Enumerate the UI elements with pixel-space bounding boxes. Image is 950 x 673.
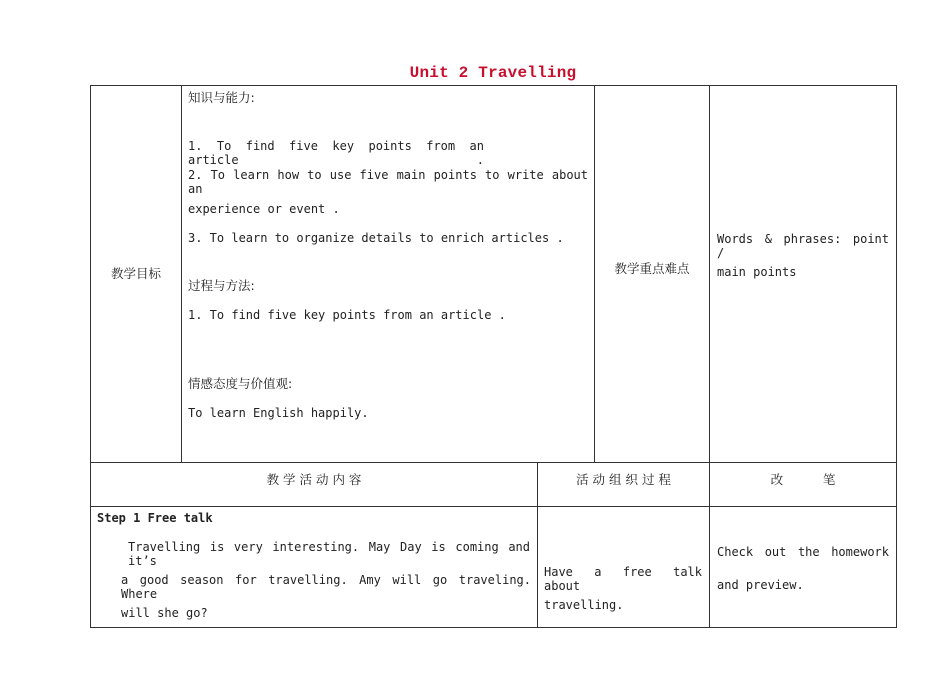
step-1-note-line-1: Check out the homework	[717, 545, 889, 559]
objectives-label: 教学目标	[110, 266, 161, 281]
row-divider	[91, 462, 896, 463]
knowledge-item-3: 3. To learn to organize details to enrich articles .	[188, 231, 564, 245]
step-1-activity-line-2: travelling.	[544, 598, 624, 612]
key-points-line-1: Words & phrases: point /	[717, 232, 889, 260]
key-points-line-2: main points	[717, 265, 797, 279]
column-divider	[709, 86, 710, 627]
step-1-activity-line-1: Have a free talk about	[544, 565, 702, 593]
header-organization: 活 动 组 织 过 程	[576, 472, 671, 487]
knowledge-item-2-cont: experience or event .	[188, 202, 340, 216]
column-divider	[181, 86, 182, 462]
row-divider	[91, 506, 896, 507]
knowledge-item-1: 1. To find five key points from an article .	[188, 139, 484, 167]
emotion-item-1: To learn English happily.	[188, 406, 369, 420]
lesson-plan-table	[90, 85, 897, 628]
step-1-title: Step 1 Free talk	[97, 511, 213, 525]
knowledge-item-2: 2. To learn how to use five main points to write about an	[188, 168, 588, 196]
step-1-line-3: will she go?	[121, 606, 208, 620]
step-1-note-line-2: and preview.	[717, 578, 804, 592]
process-item-1: 1. To find five key points from an article .	[188, 308, 506, 322]
header-revision: 改 笔	[770, 472, 836, 487]
document-title: Unit 2 Travelling	[409, 64, 577, 82]
key-points-label: 教学重点难点	[614, 261, 690, 276]
header-content: 教 学 活 动 内 容	[266, 472, 362, 487]
emotion-heading: 情感态度与价值观:	[188, 376, 293, 391]
knowledge-heading: 知识与能力:	[188, 90, 255, 105]
step-1-line-1: Travelling is very interesting. May Day is coming and it’s	[128, 540, 530, 568]
step-1-line-2: a good season for travelling. Amy will go traveling. Where	[121, 573, 531, 601]
process-heading: 过程与方法:	[188, 278, 255, 293]
